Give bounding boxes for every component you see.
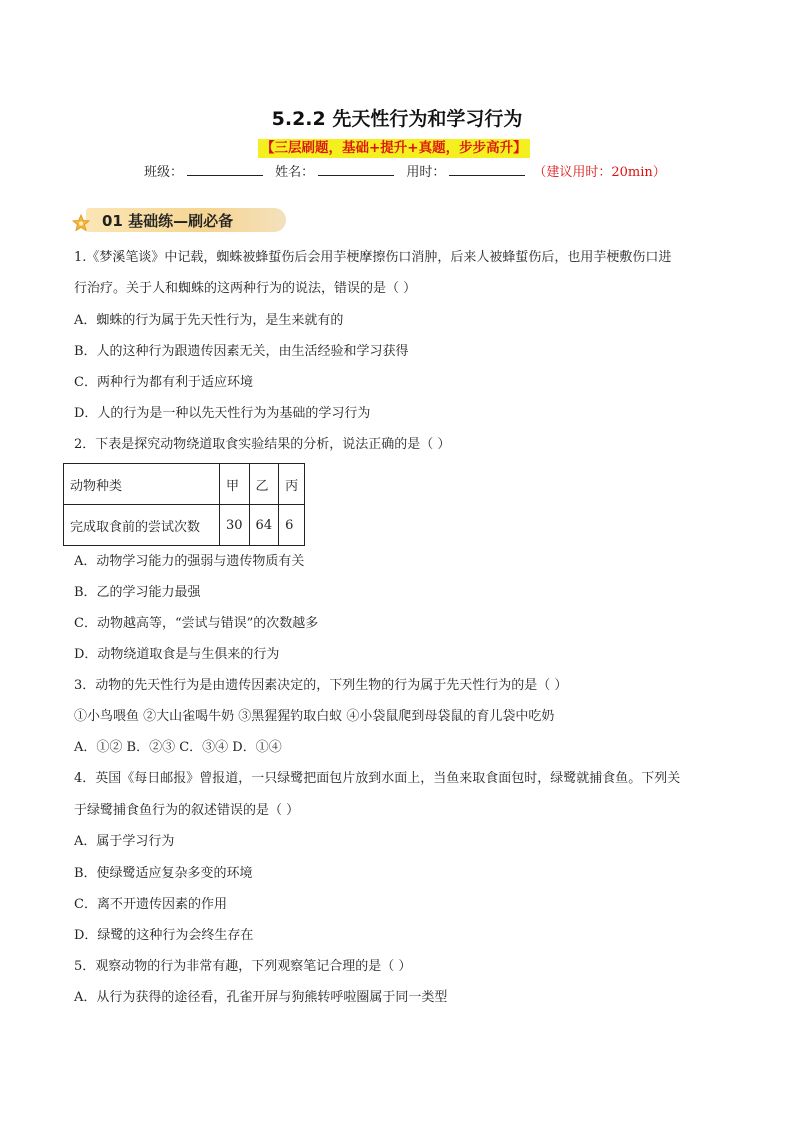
table-cell: 64 bbox=[249, 505, 279, 546]
q3-options[interactable]: A．①② B．②③ C．③④ D．①④ bbox=[74, 740, 282, 755]
q3-stem: 3．动物的先天性行为是由遗传因素决定的，下列生物的行为属于先天性行为的是（ ） bbox=[74, 678, 568, 693]
q2-option-b[interactable]: B．乙的学习能力最强 bbox=[74, 585, 201, 600]
experiment-table bbox=[63, 463, 305, 546]
q5-option-a[interactable]: A．从行为获得的途径看，孔雀开屏与狗熊转呼啦圈属于同一类型 bbox=[74, 990, 448, 1005]
table-cell: 30 bbox=[220, 505, 250, 546]
q1-stem-line1: 1.《梦溪笔谈》中记载，蜘蛛被蜂蜇伤后会用芋梗摩擦伤口消肿，后来人被蜂蜇伤后，也用芋梗敷伤口进 bbox=[74, 250, 672, 265]
section-label: 01 基础练—刷必备 bbox=[102, 212, 234, 230]
q4-option-c[interactable]: C．离不开遗传因素的作用 bbox=[74, 897, 227, 912]
practice-banner: 【三层刷题，基础+提升+真题，步步高升】 bbox=[258, 139, 530, 158]
table-cell: 6 bbox=[279, 505, 305, 546]
q1-option-c[interactable]: C．两种行为都有利于适应环境 bbox=[74, 375, 253, 390]
student-info-line bbox=[144, 161, 666, 180]
q2-option-a[interactable]: A．动物学习能力的强弱与遗传物质有关 bbox=[74, 554, 305, 569]
q2-option-d[interactable]: D．动物绕道取食是与生俱来的行为 bbox=[74, 647, 280, 662]
q1-option-a[interactable]: A．蜘蛛的行为属于先天性行为，是生来就有的 bbox=[74, 313, 344, 328]
table-row bbox=[64, 464, 305, 505]
time-label: 用时： bbox=[406, 165, 446, 180]
q4-stem-line1: 4．英国《每日邮报》曾报道，一只绿鹭把面包片放到水面上，当鱼来取食面包时，绿鹭就捕食鱼。下列关 bbox=[74, 771, 681, 786]
class-label: 班级： bbox=[144, 165, 184, 180]
name-label: 姓名： bbox=[275, 165, 315, 180]
section-header bbox=[86, 208, 286, 232]
table-cell: 动物种类 bbox=[64, 464, 220, 505]
q4-option-a[interactable]: A．属于学习行为 bbox=[74, 834, 175, 849]
q2-stem: 2．下表是探究动物绕道取食实验结果的分析，说法正确的是（ ） bbox=[74, 437, 451, 452]
q1-stem-line2: 行治疗。关于人和蜘蛛的这两种行为的说法，错误的是（ ） bbox=[74, 281, 417, 296]
table-cell: 甲 bbox=[220, 464, 250, 505]
table-cell: 完成取食前的尝试次数 bbox=[64, 505, 220, 546]
time-blank[interactable] bbox=[449, 163, 525, 176]
table-cell: 丙 bbox=[279, 464, 305, 505]
q4-option-b[interactable]: B．使绿鹭适应复杂多变的环境 bbox=[74, 866, 253, 881]
class-blank[interactable] bbox=[187, 163, 263, 176]
recommended-time: （建议用时：20min） bbox=[533, 165, 666, 180]
name-blank[interactable] bbox=[318, 163, 394, 176]
star-icon bbox=[72, 214, 90, 232]
table-cell: 乙 bbox=[249, 464, 279, 505]
q3-items: ①小鸟喂鱼 ②大山雀喝牛奶 ③黑猩猩钓取白蚁 ④小袋鼠爬到母袋鼠的育儿袋中吃奶 bbox=[74, 709, 555, 724]
q4-stem-line2: 于绿鹭捕食鱼行为的叙述错误的是（ ） bbox=[74, 803, 300, 818]
q2-option-c[interactable]: C．动物越高等，“尝试与错误”的次数越多 bbox=[74, 616, 319, 631]
page-title: 5.2.2 先天性行为和学习行为 bbox=[271, 108, 523, 130]
table-row bbox=[64, 505, 305, 546]
q1-option-b[interactable]: B．人的这种行为跟遗传因素无关，由生活经验和学习获得 bbox=[74, 344, 409, 359]
q1-option-d[interactable]: D．人的行为是一种以先天性行为为基础的学习行为 bbox=[74, 406, 371, 421]
q5-stem: 5．观察动物的行为非常有趣，下列观察笔记合理的是（ ） bbox=[74, 959, 412, 974]
q4-option-d[interactable]: D．绿鹭的这种行为会终生存在 bbox=[74, 928, 254, 943]
